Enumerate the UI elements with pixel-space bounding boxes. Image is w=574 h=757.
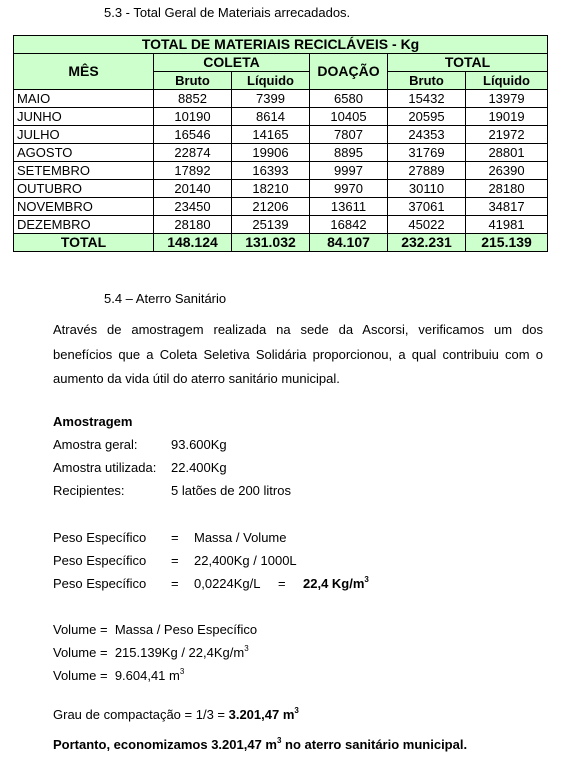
coleta-liquido-cell: 7399 [232, 90, 310, 108]
peso-value: 0,0224Kg/L [194, 576, 261, 591]
total-liquido-cell: 41981 [466, 216, 548, 234]
peso-label: Peso Específico [53, 576, 147, 591]
table-row [14, 216, 548, 234]
coleta-liquido-cell: 25139 [232, 216, 310, 234]
row-month: OUTUBRO [14, 180, 154, 198]
total-doacao: 84.107 [310, 234, 388, 252]
coleta-bruto-cell: 10190 [154, 108, 232, 126]
coleta-bruto-cell: 16546 [154, 126, 232, 144]
paragraph-line: benefícios que a Coleta Seletiva Solidária proporcionou, a qual contribuiu com o [53, 346, 543, 362]
section-5-4-title: 5.4 – Aterro Sanitário [104, 291, 227, 306]
conclusion [53, 737, 467, 752]
total-liquido-cell: 13979 [466, 90, 548, 108]
total-bruto-cell: 45022 [388, 216, 466, 234]
total-bruto-cell: 20595 [388, 108, 466, 126]
total-total-bruto: 232.231 [388, 234, 466, 252]
section-5-3-title: 5.3 - Total Geral de Materiais arrecadados. [104, 5, 351, 20]
row-month: JUNHO [14, 108, 154, 126]
total-liquido-cell: 28801 [466, 144, 548, 162]
conclusion-text-b: no aterro sanitário municipal. [281, 737, 468, 752]
coleta-liquido-cell: 21206 [232, 198, 310, 216]
coleta-liquido-cell: 14165 [232, 126, 310, 144]
row-month: SETEMBRO [14, 162, 154, 180]
paragraph-line: aumento da vida útil do aterro sanitário municipal. [53, 371, 340, 386]
table-total-row [14, 234, 548, 252]
total-liquido-cell: 28180 [466, 180, 548, 198]
doacao-cell: 7807 [310, 126, 388, 144]
total-bruto-cell: 15432 [388, 90, 466, 108]
coleta-liquido-cell: 16393 [232, 162, 310, 180]
coleta-bruto-cell: 17892 [154, 162, 232, 180]
coleta-bruto-cell: 23450 [154, 198, 232, 216]
row-month: JULHO [14, 126, 154, 144]
volume-substitution-exponent: 3 [244, 644, 249, 653]
table-row [14, 180, 548, 198]
amostra-utilizada-label: Amostra utilizada: [53, 460, 157, 475]
paragraph-line: Através de amostragem realizada na sede da Ascorsi, verificamos um dos [53, 322, 543, 337]
total-bruto-cell: 30110 [388, 180, 466, 198]
doacao-cell: 9970 [310, 180, 388, 198]
row-month: AGOSTO [14, 144, 154, 162]
coleta-bruto-cell: 28180 [154, 216, 232, 234]
peso-result-text: 22,4 Kg/m [303, 576, 365, 591]
table-row [14, 198, 548, 216]
amostra-geral-label: Amostra geral: [53, 437, 138, 452]
peso-result-exponent: 3 [364, 575, 369, 584]
total-liquido-cell: 26390 [466, 162, 548, 180]
row-month: NOVEMBRO [14, 198, 154, 216]
conclusion-text-a: Portanto, economizamos 3.201,47 m [53, 737, 277, 752]
total-bruto-cell: 31769 [388, 144, 466, 162]
peso-label: Peso Específico [53, 530, 147, 545]
header-total: TOTAL [388, 54, 548, 72]
peso-substitution: 22,400Kg / 1000L [194, 553, 297, 568]
coleta-liquido-cell: 18210 [232, 180, 310, 198]
peso-label: Peso Específico [53, 553, 147, 568]
header-mes: MÊS [14, 54, 154, 90]
peso-eq-2: = [278, 576, 286, 591]
coleta-bruto-cell: 20140 [154, 180, 232, 198]
table-row [14, 90, 548, 108]
materials-table [13, 35, 548, 252]
header-total-bruto: Bruto [388, 72, 466, 90]
table-row [14, 144, 548, 162]
volume-formula: Massa / Peso Específico [114, 622, 258, 637]
header-coleta-bruto: Bruto [154, 72, 232, 90]
total-coleta-liquido: 131.032 [232, 234, 310, 252]
peso-eq: = [171, 553, 179, 568]
total-coleta-bruto: 148.124 [154, 234, 232, 252]
recipientes-value: 5 latões de 200 litros [171, 483, 291, 498]
coleta-liquido-cell: 19906 [232, 144, 310, 162]
table-row [14, 162, 548, 180]
volume-label: Volume = [53, 668, 108, 683]
grau-result: 3.201,47 m [228, 707, 295, 722]
amostra-geral-value: 93.600Kg [171, 437, 227, 452]
peso-eq: = [171, 576, 179, 591]
volume-line-3 [53, 668, 184, 683]
volume-label: Volume = [53, 645, 108, 660]
total-total-liquido: 215.139 [466, 234, 548, 252]
coleta-bruto-cell: 8852 [154, 90, 232, 108]
total-label: TOTAL [14, 234, 154, 252]
header-coleta-liquido: Líquido [232, 72, 310, 90]
row-month: DEZEMBRO [14, 216, 154, 234]
total-bruto-cell: 24353 [388, 126, 466, 144]
amostragem-heading: Amostragem [53, 414, 133, 429]
doacao-cell: 6580 [310, 90, 388, 108]
header-doacao: DOAÇÃO [310, 54, 388, 90]
volume-line-2 [53, 645, 249, 660]
peso-formula: Massa / Volume [194, 530, 287, 545]
doacao-cell: 16842 [310, 216, 388, 234]
total-liquido-cell: 19019 [466, 108, 548, 126]
total-bruto-cell: 27889 [388, 162, 466, 180]
row-month: MAIO [14, 90, 154, 108]
volume-substitution: 215.139Kg / 22,4Kg/m [114, 645, 245, 660]
volume-value-exponent: 3 [179, 667, 185, 676]
conclusion-exponent: 3 [276, 736, 282, 745]
doacao-cell: 8895 [310, 144, 388, 162]
coleta-liquido-cell: 8614 [232, 108, 310, 126]
header-coleta: COLETA [154, 54, 310, 72]
doacao-cell: 13611 [310, 198, 388, 216]
table-title: TOTAL DE MATERIAIS RECICLÁVEIS - Kg [14, 36, 548, 54]
volume-line-1 [53, 622, 257, 637]
total-bruto-cell: 37061 [388, 198, 466, 216]
peso-eq: = [171, 530, 179, 545]
volume-value: 9.604,41 m [114, 668, 180, 683]
volume-label: Volume = [53, 622, 108, 637]
peso-result [303, 576, 369, 591]
grau-result-exponent: 3 [294, 706, 299, 715]
aterro-paragraph [53, 318, 543, 392]
header-total-liquido: Líquido [466, 72, 548, 90]
table-row [14, 126, 548, 144]
table-row [14, 108, 548, 126]
recipientes-label: Recipientes: [53, 483, 125, 498]
amostra-utilizada-value: 22.400Kg [171, 460, 227, 475]
grau-line [53, 707, 299, 722]
doacao-cell: 10405 [310, 108, 388, 126]
coleta-bruto-cell: 22874 [154, 144, 232, 162]
doacao-cell: 9997 [310, 162, 388, 180]
total-liquido-cell: 21972 [466, 126, 548, 144]
grau-text: Grau de compactação = 1/3 = [53, 707, 229, 722]
total-liquido-cell: 34817 [466, 198, 548, 216]
